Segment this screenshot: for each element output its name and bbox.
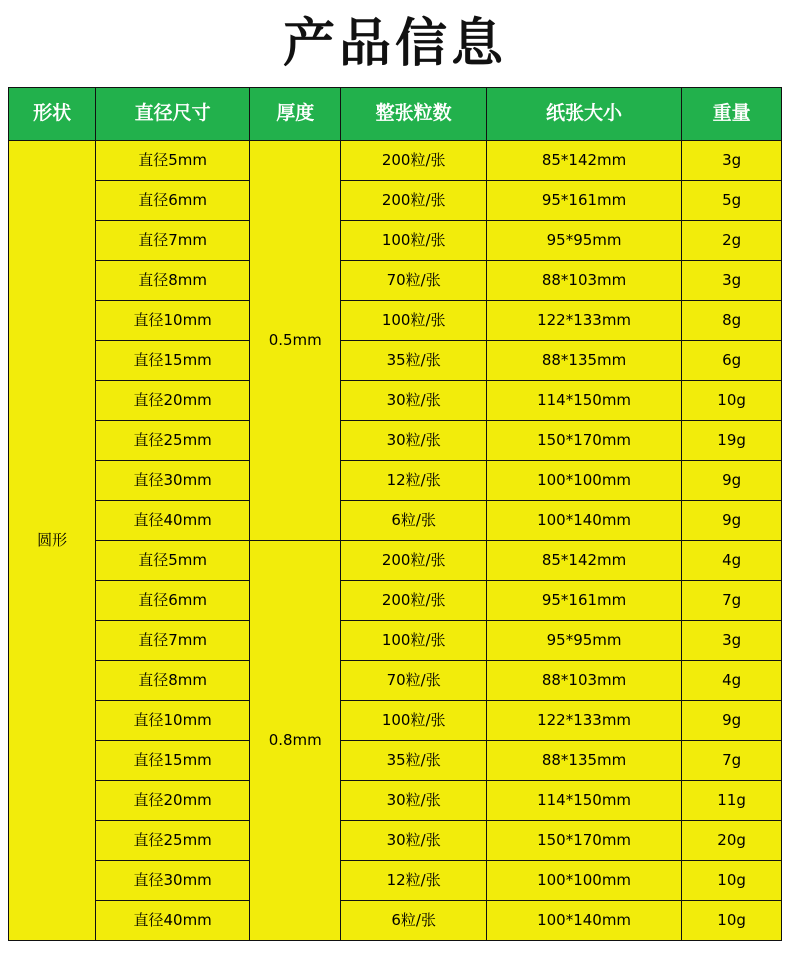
cell-count: 200粒/张 [341,581,486,621]
table-row [9,661,782,701]
cell-diameter: 直径15mm [96,341,250,381]
cell-diameter: 直径7mm [96,221,250,261]
cell-count: 100粒/张 [341,701,486,741]
table-row [9,181,782,221]
cell-diameter: 直径6mm [96,581,250,621]
cell-paper-size: 122*133mm [486,301,681,341]
cell-paper-size: 100*140mm [486,901,681,941]
table-row [9,141,782,181]
cell-paper-size: 95*95mm [486,621,681,661]
cell-paper-size: 114*150mm [486,781,681,821]
cell-count: 200粒/张 [341,541,486,581]
cell-weight: 4g [682,541,782,581]
table-header [9,88,782,141]
cell-diameter: 直径10mm [96,301,250,341]
cell-paper-size: 85*142mm [486,541,681,581]
cell-weight: 11g [682,781,782,821]
cell-weight: 9g [682,501,782,541]
table-row [9,861,782,901]
table-row [9,501,782,541]
cell-weight: 5g [682,181,782,221]
column-header-shape: 形状 [9,88,96,141]
cell-diameter: 直径30mm [96,461,250,501]
cell-diameter: 直径25mm [96,821,250,861]
cell-diameter: 直径40mm [96,501,250,541]
cell-count: 35粒/张 [341,741,486,781]
cell-weight: 4g [682,661,782,701]
cell-diameter: 直径20mm [96,781,250,821]
cell-weight: 3g [682,621,782,661]
cell-count: 6粒/张 [341,901,486,941]
cell-paper-size: 88*135mm [486,741,681,781]
page-title: 产品信息 [282,14,507,74]
cell-paper-size: 95*161mm [486,581,681,621]
cell-count: 12粒/张 [341,461,486,501]
cell-diameter: 直径25mm [96,421,250,461]
cell-weight: 19g [682,421,782,461]
cell-weight: 9g [682,701,782,741]
cell-thickness: 0.5mm [250,141,341,541]
column-header-count: 整张粒数 [341,88,486,141]
cell-count: 12粒/张 [341,861,486,901]
cell-count: 200粒/张 [341,181,486,221]
cell-weight: 8g [682,301,782,341]
table-body [9,141,782,941]
cell-paper-size: 88*135mm [486,341,681,381]
table-row [9,541,782,581]
cell-diameter: 直径7mm [96,621,250,661]
cell-thickness: 0.8mm [250,541,341,941]
cell-diameter: 直径15mm [96,741,250,781]
table-row [9,581,782,621]
cell-paper-size: 150*170mm [486,421,681,461]
column-header-diameter: 直径尺寸 [96,88,250,141]
cell-paper-size: 100*140mm [486,501,681,541]
cell-diameter: 直径10mm [96,701,250,741]
column-header-weight: 重量 [682,88,782,141]
cell-weight: 3g [682,141,782,181]
cell-diameter: 直径8mm [96,261,250,301]
table-row [9,421,782,461]
cell-count: 6粒/张 [341,501,486,541]
table-row [9,781,782,821]
cell-weight: 9g [682,461,782,501]
table-row [9,901,782,941]
cell-count: 200粒/张 [341,141,486,181]
cell-diameter: 直径5mm [96,141,250,181]
cell-weight: 10g [682,901,782,941]
cell-diameter: 直径8mm [96,661,250,701]
cell-diameter: 直径30mm [96,861,250,901]
cell-count: 30粒/张 [341,821,486,861]
bottom-spacer [0,941,790,951]
table-row [9,821,782,861]
cell-paper-size: 95*95mm [486,221,681,261]
cell-count: 100粒/张 [341,221,486,261]
cell-paper-size: 114*150mm [486,381,681,421]
cell-weight: 10g [682,861,782,901]
cell-count: 30粒/张 [341,781,486,821]
table-row [9,461,782,501]
cell-weight: 7g [682,581,782,621]
table-row [9,221,782,261]
cell-weight: 20g [682,821,782,861]
cell-weight: 3g [682,261,782,301]
cell-weight: 10g [682,381,782,421]
table-row [9,381,782,421]
cell-count: 35粒/张 [341,341,486,381]
cell-diameter: 直径40mm [96,901,250,941]
cell-diameter: 直径5mm [96,541,250,581]
cell-paper-size: 88*103mm [486,261,681,301]
table-row [9,621,782,661]
cell-weight: 7g [682,741,782,781]
product-spec-table [8,87,782,941]
cell-diameter: 直径20mm [96,381,250,421]
cell-weight: 2g [682,221,782,261]
table-row [9,301,782,341]
table-row [9,741,782,781]
cell-paper-size: 85*142mm [486,141,681,181]
cell-paper-size: 122*133mm [486,701,681,741]
cell-count: 30粒/张 [341,421,486,461]
cell-count: 100粒/张 [341,301,486,341]
cell-shape: 圆形 [9,141,96,941]
table-row [9,701,782,741]
cell-paper-size: 95*161mm [486,181,681,221]
cell-paper-size: 100*100mm [486,461,681,501]
cell-paper-size: 100*100mm [486,861,681,901]
column-header-thickness: 厚度 [250,88,341,141]
cell-count: 70粒/张 [341,261,486,301]
cell-paper-size: 150*170mm [486,821,681,861]
cell-diameter: 直径6mm [96,181,250,221]
cell-count: 100粒/张 [341,621,486,661]
table-row [9,341,782,381]
cell-weight: 6g [682,341,782,381]
table-header-row [9,88,782,141]
cell-count: 30粒/张 [341,381,486,421]
cell-count: 70粒/张 [341,661,486,701]
column-header-paper-size: 纸张大小 [486,88,681,141]
cell-paper-size: 88*103mm [486,661,681,701]
table-row [9,261,782,301]
